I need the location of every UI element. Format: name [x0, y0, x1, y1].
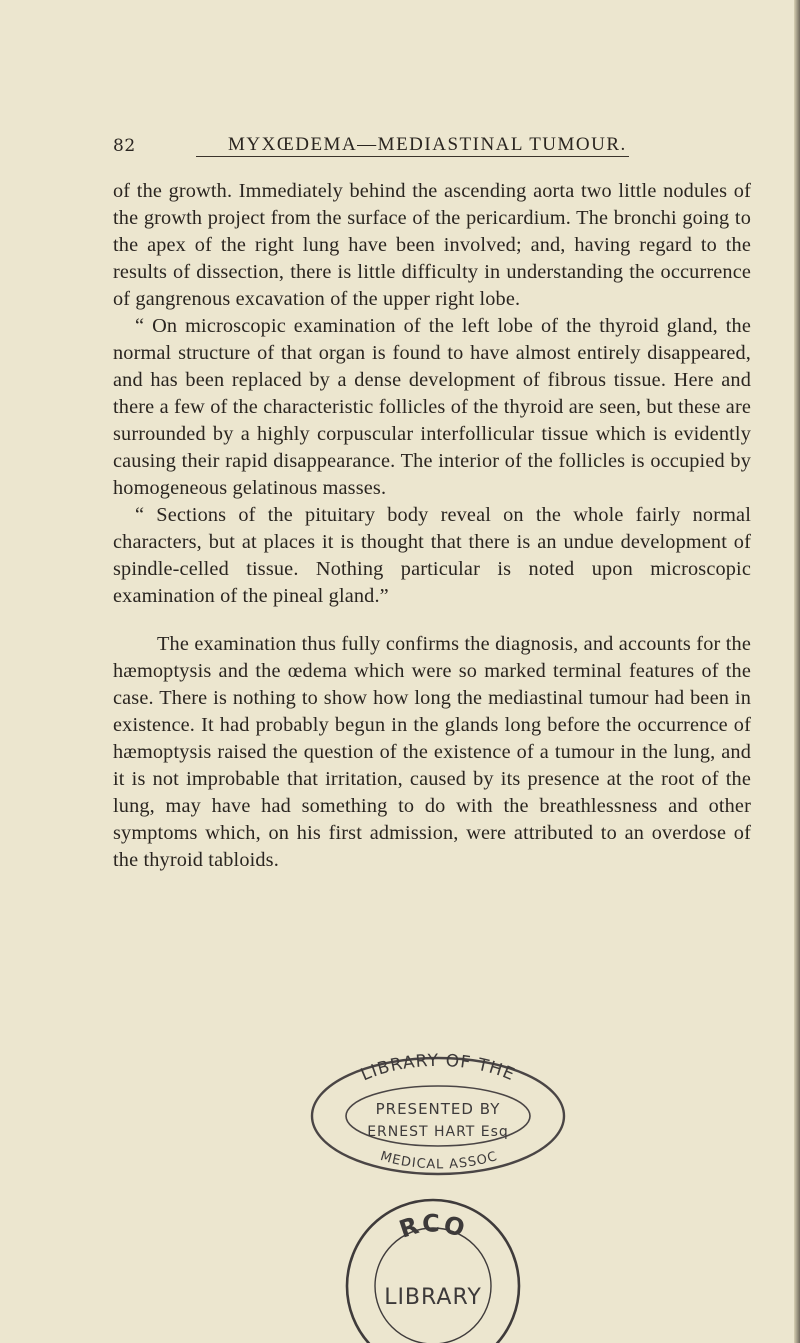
library-stamp-label: LIBRARY: [384, 1285, 482, 1310]
header-rule: [196, 156, 629, 157]
paragraph-continuation: of the growth. Immediately behind the ascending aorta two little nodules of the growth project from the surface of the pericardium. The bronchi going to the apex of the right lung have been involved; and, having regard to the results of dissection, there is little difficulty in understanding the occurrence of gangrenous excavation of the upper right lobe.: [113, 180, 751, 310]
page-edge: [794, 0, 800, 1343]
stamp-donor-name: ERNEST HART Esq: [367, 1124, 509, 1140]
library-stamp-arc-text: RCO: [395, 1209, 471, 1244]
page-header: [113, 130, 753, 162]
stamp-top-arc-text: LIBRARY OF THE: [357, 1050, 519, 1086]
paragraph-conclusion: The examination thus fully confirms the diagnosis, and accounts for the hæmoptysis and the œdema which were so marked terminal features of the case. There is nothing to show how long the mediastinal tumour had been in existence. It had probably begun in the glands long before the occurrence of hæmoptysis raised the question of the existence of a tumour in the lung, and it is not improbable that irritation, caused by its presence at the root of the lung, may have had something to do with the breathlessness and other symptoms which, on his first admission, were attributed to an overdose of the thyroid tabloids.: [113, 633, 751, 871]
body-text: [113, 178, 751, 874]
paragraph-thyroid: “ On microscopic examination of the left lobe of the thyroid gland, the normal structure of that organ is found to have almost entirely disappeared, and has been replaced by a dense development of fibrous tissue. Here and there a few of the characteristic follicles of the thyroid are seen, but these are surrounded by a highly corpuscular interfollicular tissue which is evidently causing their rapid disappearance. The interior of the follicles is occupied by homogeneous gelatinous masses.: [113, 315, 751, 499]
stamp-presented-by: PRESENTED BY: [375, 1100, 501, 1118]
running-title: MYXŒDEMA—MEDIASTINAL TUMOUR.: [228, 134, 627, 155]
presented-by-stamp: [298, 1048, 578, 1180]
stamp-bottom-arc-text: MEDICAL ASSOC: [378, 1148, 500, 1173]
page-number: 82: [113, 136, 136, 156]
paragraph-pituitary: “ Sections of the pituitary body reveal on the whole fairly normal characters, but at places it is thought that there is an undue development of spindle-celled tissue. Nothing particular is noted upon microscopic examination of the pineal gland.”: [113, 504, 751, 607]
library-stamp: [338, 1192, 528, 1343]
